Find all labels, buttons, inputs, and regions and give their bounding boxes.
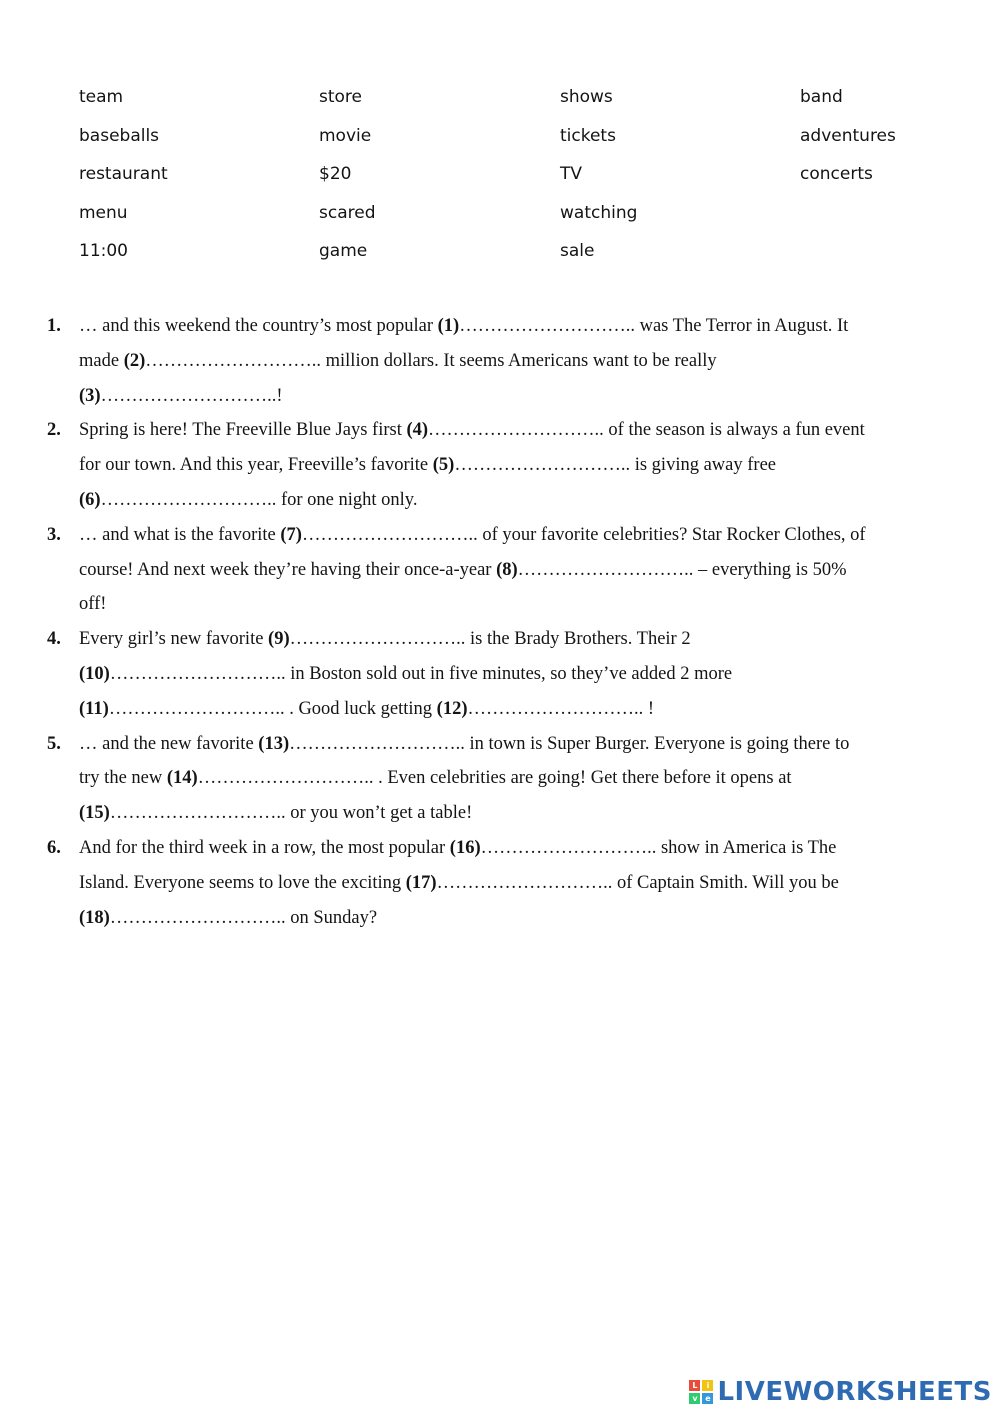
liveworksheets-brand: LIVEWORKSHEETS — [717, 1377, 992, 1407]
exercise-item — [47, 727, 957, 831]
word-bank-word: band — [800, 87, 843, 107]
blank-number[interactable]: (18) — [79, 907, 110, 928]
word-bank-word: shows — [560, 87, 613, 107]
blank-number[interactable]: (16) — [449, 837, 481, 858]
exercise-line — [79, 413, 957, 448]
word-bank-word: menu — [79, 202, 128, 223]
exercise-text: Spring is here! The Freeville Blue Jays first — [79, 420, 407, 441]
exercise-list — [47, 309, 957, 935]
exercise-text: course! And next week they’re having their once-a-year — [79, 559, 497, 580]
exercise-text: ……………………….. of the season is always a fun event — [428, 420, 865, 441]
liveworksheets-logo-icon — [689, 1380, 713, 1404]
word-bank-row — [79, 84, 939, 123]
exercise-line — [79, 483, 957, 518]
exercise-text: ……………………….. of Captain Smith. Will you be — [436, 872, 839, 893]
exercise-line — [79, 831, 957, 866]
exercise-line — [79, 448, 957, 483]
word-bank-word: movie — [319, 125, 372, 146]
word-bank-word: $20 — [319, 164, 352, 184]
exercise-text: ……………………….. ! — [467, 698, 655, 719]
blank-number[interactable]: (8) — [496, 559, 518, 580]
exercise-text: ……………………….. on Sunday? — [109, 907, 378, 928]
exercise-text: ……………………….. . Good luck getting — [108, 698, 437, 719]
exercise-item — [47, 622, 957, 726]
blank-number[interactable]: (11) — [79, 698, 109, 719]
blank-number[interactable]: (1) — [437, 316, 460, 336]
exercise-number: 4. — [47, 629, 61, 650]
blank-number[interactable]: (17) — [405, 872, 437, 893]
exercise-line — [79, 553, 957, 588]
exercise-text: Every girl’s new favorite — [79, 629, 269, 650]
logo-letter-tile: v — [689, 1393, 700, 1404]
exercise-text: ……………………….. in Boston sold out in five minutes, so they’ve added 2 more — [109, 663, 733, 684]
word-bank-word: adventures — [800, 125, 896, 146]
exercise-text: … and the new favorite — [79, 733, 259, 754]
exercise-line — [79, 344, 957, 379]
word-bank-word: TV — [560, 164, 583, 184]
word-bank-word: concerts — [800, 164, 873, 184]
exercise-number: 2. — [47, 420, 61, 441]
blank-number[interactable]: (10) — [79, 663, 110, 684]
word-bank-row — [79, 161, 939, 200]
exercise-text: … and what is the favorite — [79, 524, 281, 545]
blank-number[interactable]: (12) — [436, 698, 468, 719]
logo-letter-tile: i — [702, 1380, 713, 1391]
word-bank-word: restaurant — [79, 164, 168, 184]
word-bank-word: 11:00 — [79, 241, 128, 261]
word-bank-word: team — [79, 87, 124, 107]
blank-number[interactable]: (6) — [79, 489, 101, 510]
exercise-line — [79, 587, 957, 622]
logo-letter-tile: e — [702, 1393, 713, 1404]
exercise-item — [47, 831, 957, 935]
exercise-line — [79, 796, 957, 831]
word-bank-word: scared — [319, 202, 376, 223]
exercise-number: 1. — [47, 316, 61, 336]
blank-number[interactable]: (3) — [79, 385, 101, 406]
word-bank — [79, 84, 939, 277]
exercise-item — [47, 518, 957, 622]
liveworksheets-logo[interactable] — [689, 1377, 992, 1407]
blank-number[interactable]: (13) — [258, 733, 290, 754]
blank-number[interactable]: (7) — [280, 524, 302, 545]
exercise-line — [79, 379, 957, 414]
word-bank-word: sale — [560, 241, 595, 261]
blank-number[interactable]: (15) — [79, 803, 110, 824]
exercise-text: try the new — [79, 768, 167, 789]
exercise-line — [79, 866, 957, 901]
exercise-text: off! — [79, 594, 107, 615]
word-bank-word: watching — [560, 202, 638, 223]
exercise-text: ……………………….. for one night only. — [100, 489, 418, 510]
exercise-text: ……………………….. – everything is 50% — [517, 559, 847, 580]
exercise-number: 3. — [47, 524, 61, 545]
word-bank-word: tickets — [560, 125, 616, 146]
word-bank-row — [79, 200, 939, 239]
exercise-item — [47, 309, 957, 413]
exercise-text: made — [79, 350, 124, 371]
logo-letter-tile: L — [689, 1380, 700, 1391]
word-bank-word: game — [319, 241, 368, 261]
exercise-line — [79, 901, 957, 936]
exercise-item — [47, 413, 957, 517]
exercise-number: 5. — [47, 733, 61, 754]
exercise-text: ……………………….. in town is Super Burger. Everyone is going there to — [289, 733, 850, 754]
word-bank-row — [79, 123, 939, 162]
exercise-text: … and this weekend the country’s most popular — [79, 316, 438, 336]
exercise-text: ……………………….. was The Terror in August. It — [459, 316, 849, 336]
exercise-line — [79, 692, 957, 727]
exercise-text: for our town. And this year, Freeville’s favorite — [79, 455, 433, 476]
word-bank-word: store — [319, 87, 362, 107]
exercise-line — [79, 727, 957, 762]
exercise-line — [79, 309, 957, 344]
exercise-text: ……………………….. is giving away free — [454, 455, 776, 476]
blank-number[interactable]: (5) — [432, 455, 455, 476]
exercise-text: ……………………….. is the Brady Brothers. Their 2 — [289, 629, 691, 650]
exercise-text: ………………………..! — [100, 385, 283, 406]
exercise-text: ……………………….. . Even celebrities are going! Get there before it opens at — [197, 768, 792, 789]
word-bank-word: baseballs — [79, 125, 160, 146]
blank-number[interactable]: (14) — [166, 768, 198, 789]
blank-number[interactable]: (4) — [406, 420, 429, 441]
exercise-line — [79, 518, 957, 553]
blank-number[interactable]: (9) — [268, 629, 290, 650]
exercise-text: ……………………….. million dollars. It seems Americans want to be really — [145, 350, 717, 371]
exercise-text: And for the third week in a row, the most popular — [79, 837, 450, 858]
exercise-number: 6. — [47, 837, 61, 858]
exercise-line — [79, 657, 957, 692]
exercise-text: ……………………….. of your favorite celebrities? Star Rocker Clothes, of — [301, 524, 866, 545]
exercise-line — [79, 761, 957, 796]
exercise-text: Island. Everyone seems to love the exciting — [79, 872, 406, 893]
exercise-line — [79, 622, 957, 657]
word-bank-row — [79, 238, 939, 277]
blank-number[interactable]: (2) — [123, 350, 146, 371]
exercise-text: ……………………….. show in America is The — [480, 837, 837, 858]
exercise-text: ……………………….. or you won’t get a table! — [109, 803, 473, 824]
